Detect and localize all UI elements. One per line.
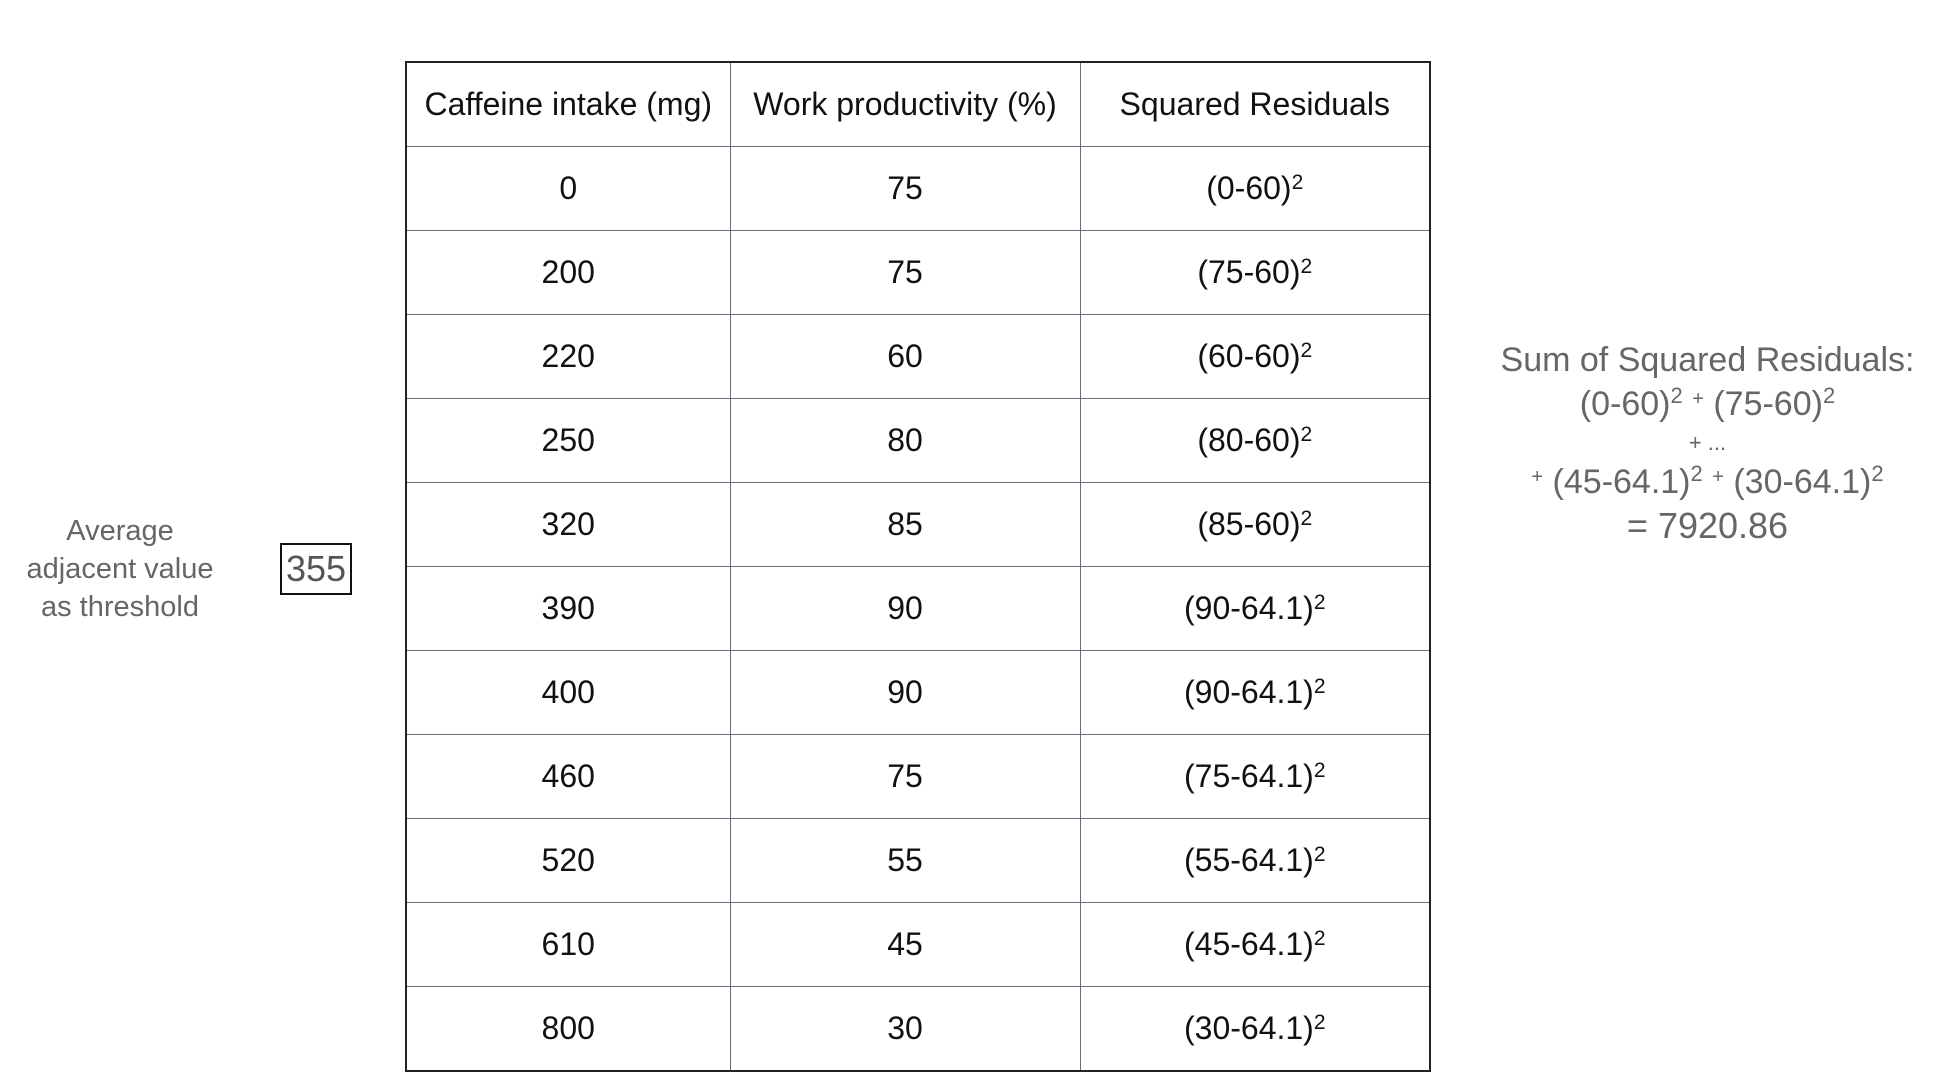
- residual-exponent: 2: [1300, 255, 1313, 278]
- ssr-exponent: 2: [1871, 461, 1884, 486]
- residual-exponent: 2: [1313, 591, 1326, 614]
- table-row: [406, 231, 1430, 315]
- cell-productivity: 30: [730, 987, 1080, 1072]
- residual-expression: (75-64.1): [1183, 758, 1314, 794]
- cell-productivity: 60: [730, 315, 1080, 399]
- cell-caffeine: 200: [406, 231, 730, 315]
- table-row: [406, 399, 1430, 483]
- table-row: [406, 903, 1430, 987]
- ssr-plus: +: [1692, 388, 1704, 410]
- cell-squared-residual: [1080, 903, 1430, 987]
- residual-expression: (80-60): [1197, 422, 1301, 458]
- residual-exponent: 2: [1300, 339, 1313, 362]
- cell-squared-residual: [1080, 651, 1430, 735]
- ssr-exponent: 2: [1670, 383, 1683, 408]
- residual-expression: (90-64.1): [1183, 674, 1314, 710]
- ssr-result: = 7920.86: [1626, 505, 1789, 546]
- threshold-value-box: 355: [280, 543, 352, 595]
- cell-caffeine: 220: [406, 315, 730, 399]
- cell-squared-residual: [1080, 819, 1430, 903]
- cell-productivity: 90: [730, 567, 1080, 651]
- cell-productivity: 75: [730, 231, 1080, 315]
- residual-exponent: 2: [1313, 759, 1326, 782]
- ssr-term: (45-64.1): [1552, 463, 1691, 501]
- cell-caffeine: 0: [406, 147, 730, 231]
- ssr-title: Sum of Squared Residuals:: [1500, 341, 1915, 379]
- cell-productivity: 45: [730, 903, 1080, 987]
- header-residuals: Squared Residuals: [1080, 62, 1430, 147]
- residual-expression: (55-64.1): [1183, 842, 1314, 878]
- ssr-term: (30-64.1): [1733, 463, 1872, 501]
- residual-exponent: 2: [1300, 423, 1313, 446]
- threshold-label: [0, 512, 240, 626]
- residual-expression: (30-64.1): [1183, 1010, 1314, 1046]
- cell-productivity: 85: [730, 483, 1080, 567]
- residual-exponent: 2: [1313, 927, 1326, 950]
- cell-caffeine: 800: [406, 987, 730, 1072]
- table-row: [406, 735, 1430, 819]
- header-caffeine: Caffeine intake (mg): [406, 62, 730, 147]
- cell-caffeine: 250: [406, 399, 730, 483]
- residual-exponent: 2: [1313, 675, 1326, 698]
- table-row: [406, 147, 1430, 231]
- residual-expression: (45-64.1): [1183, 926, 1314, 962]
- ssr-plus: +: [1531, 466, 1544, 488]
- table-header-row: [406, 62, 1430, 147]
- ssr-exponent: 2: [1690, 461, 1703, 486]
- cell-productivity: 90: [730, 651, 1080, 735]
- residual-exponent: 2: [1300, 507, 1313, 530]
- residual-expression: (0-60): [1206, 170, 1292, 206]
- cell-squared-residual: [1080, 987, 1430, 1072]
- table-body: [406, 147, 1430, 1072]
- cell-squared-residual: [1080, 399, 1430, 483]
- residual-exponent: 2: [1313, 843, 1326, 866]
- residual-expression: (90-64.1): [1183, 590, 1314, 626]
- ssr-exponent: 2: [1822, 383, 1836, 408]
- ssr-line-last-terms: [1470, 460, 1945, 504]
- residual-exponent: 2: [1313, 1011, 1326, 1034]
- cell-caffeine: 390: [406, 567, 730, 651]
- cell-caffeine: 320: [406, 483, 730, 567]
- cell-caffeine: 520: [406, 819, 730, 903]
- ssr-term: (0-60): [1579, 385, 1671, 423]
- table-row: [406, 987, 1430, 1072]
- residual-exponent: 2: [1291, 171, 1304, 194]
- residual-expression: (75-60): [1197, 254, 1301, 290]
- cell-squared-residual: [1080, 483, 1430, 567]
- cell-caffeine: 400: [406, 651, 730, 735]
- cell-squared-residual: [1080, 315, 1430, 399]
- threshold-label-line: as threshold: [41, 591, 199, 623]
- cell-caffeine: 460: [406, 735, 730, 819]
- cell-caffeine: 610: [406, 903, 730, 987]
- ssr-term: (75-60): [1713, 385, 1823, 423]
- cell-squared-residual: [1080, 231, 1430, 315]
- cell-productivity: 75: [730, 147, 1080, 231]
- residual-expression: (60-60): [1197, 338, 1301, 374]
- table-row: [406, 819, 1430, 903]
- cell-productivity: 55: [730, 819, 1080, 903]
- ssr-plus: +: [1712, 466, 1724, 488]
- residual-expression: (85-60): [1197, 506, 1301, 542]
- ssr-ellipsis: + ...: [1688, 430, 1727, 455]
- ssr-line-first-terms: [1470, 382, 1945, 426]
- ssr-summary: [1470, 338, 1945, 548]
- cell-squared-residual: [1080, 735, 1430, 819]
- table-row: [406, 651, 1430, 735]
- threshold-label-line: adjacent value: [26, 553, 214, 585]
- cell-squared-residual: [1080, 147, 1430, 231]
- threshold-label-line: Average: [66, 515, 174, 547]
- header-productivity: Work productivity (%): [730, 62, 1080, 147]
- table-row: [406, 315, 1430, 399]
- cell-productivity: 80: [730, 399, 1080, 483]
- cell-squared-residual: [1080, 567, 1430, 651]
- table-row: [406, 567, 1430, 651]
- table-row: [406, 483, 1430, 567]
- residuals-table: [405, 61, 1431, 1072]
- cell-productivity: 75: [730, 735, 1080, 819]
